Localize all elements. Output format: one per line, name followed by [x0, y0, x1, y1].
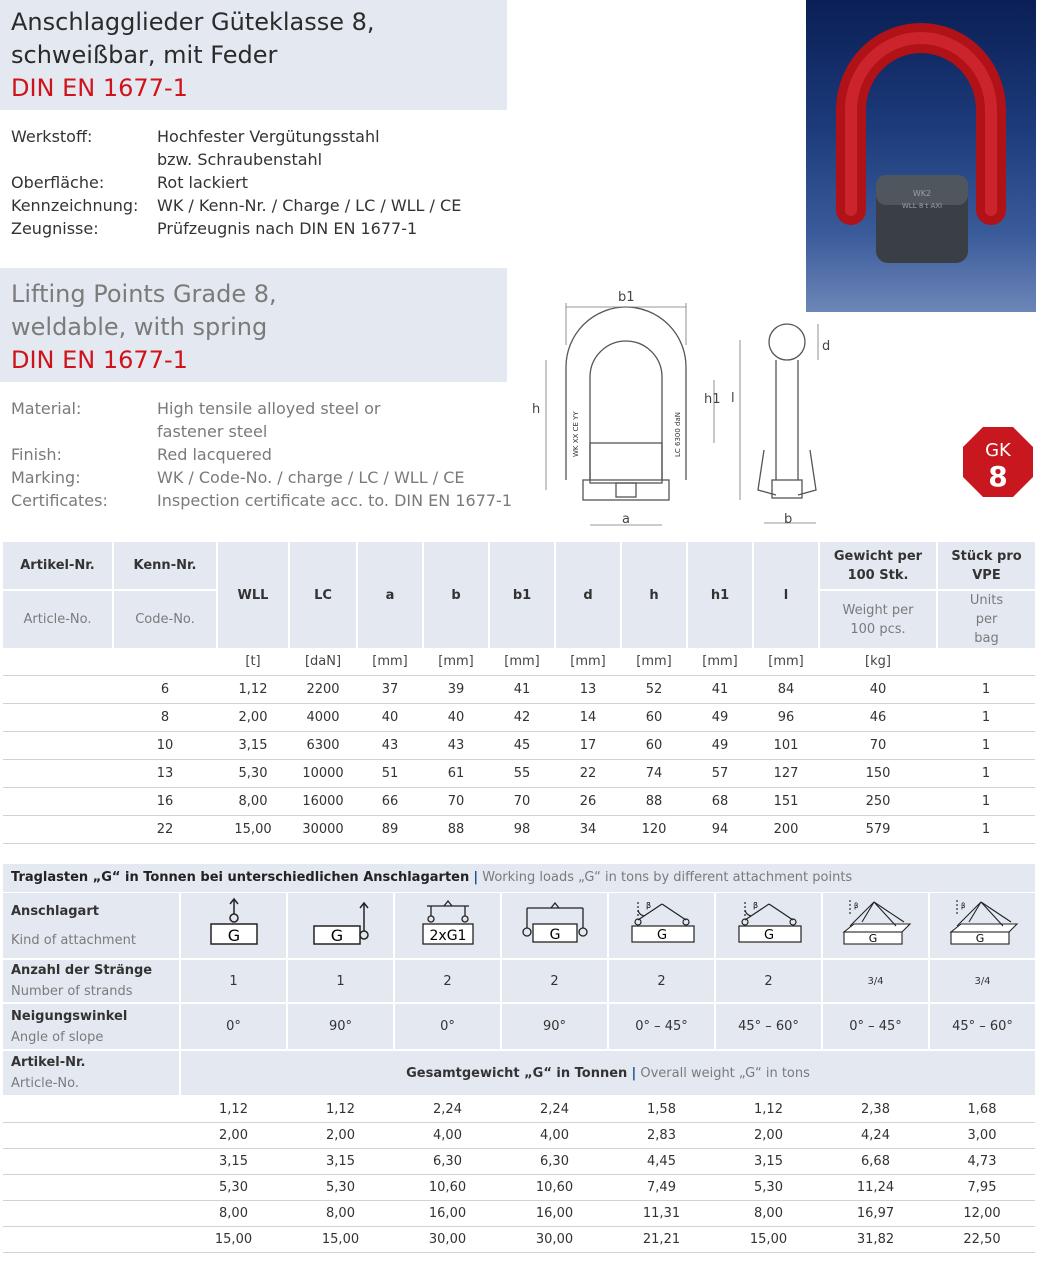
table-cell: 15,00 — [287, 1227, 394, 1253]
dim-h1: h1 — [704, 392, 721, 407]
table-cell: 49 — [687, 732, 753, 760]
table-cell: 151 — [753, 788, 819, 816]
table-cell: 22,50 — [929, 1227, 1035, 1253]
double-vertical-icon — [413, 896, 483, 952]
table-row — [3, 1123, 1035, 1149]
table-cell: 98 — [489, 816, 555, 844]
working-loads-title-de: Traglasten „G“ in Tonnen bei unterschiedlichen Anschlagarten — [11, 870, 470, 885]
engraving-left: WK XX CE YY — [572, 411, 580, 457]
table-cell: 200 — [753, 816, 819, 844]
table-cell: 45 — [489, 732, 555, 760]
table-cell: 5,30 — [180, 1175, 287, 1201]
table-cell: 94 — [687, 816, 753, 844]
slope-cell: 45° – 60° — [929, 1003, 1035, 1050]
spec-label: Kennzeichnung: — [11, 196, 139, 215]
double-side-icon — [517, 896, 593, 952]
title-separator: | — [473, 870, 479, 885]
spec-value: fastener steel — [157, 422, 268, 441]
overall-de: Gesamtgewicht „G“ in Tonnen — [406, 1065, 628, 1081]
table-cell: 34 — [555, 816, 621, 844]
title-separator: | — [631, 1065, 637, 1081]
table-cell: 5,30 — [217, 760, 289, 788]
th-wll: WLL — [217, 542, 289, 648]
th-article-de: Artikel-Nr. — [3, 542, 113, 590]
table-cell: 96 — [753, 704, 819, 732]
technical-drawing — [528, 285, 833, 535]
table-cell: 2,24 — [501, 1096, 608, 1123]
spec-de — [11, 125, 461, 240]
table-cell: 2200 — [289, 676, 357, 704]
strands-de: Anzahl der Stränge — [11, 963, 153, 978]
table-cell: 4000 — [289, 704, 357, 732]
table-cell: 7,95 — [929, 1175, 1035, 1201]
attachment-icon-3 — [394, 893, 501, 959]
spec-label: Certificates: — [11, 491, 108, 510]
attachment-icon-2 — [287, 893, 394, 959]
unit-cell: [mm] — [555, 648, 621, 676]
table-cell: 2,00 — [287, 1123, 394, 1149]
table-cell: 89 — [357, 816, 423, 844]
table-cell: 41 — [687, 676, 753, 704]
table-cell: 8,00 — [715, 1201, 822, 1227]
table-cell: 1 — [937, 676, 1035, 704]
table-cell: 4,00 — [501, 1123, 608, 1149]
icon-label: G — [763, 927, 774, 943]
table-cell: 26 — [555, 788, 621, 816]
spec-value: Rot lackiert — [157, 173, 248, 192]
table-cell: 12,00 — [929, 1201, 1035, 1227]
table-cell: 11,24 — [822, 1175, 929, 1201]
table-cell: 8,00 — [287, 1201, 394, 1227]
table-cell: 51 — [357, 760, 423, 788]
article-cell — [3, 1201, 180, 1227]
table-row — [3, 704, 1035, 732]
table-cell: 4,73 — [929, 1149, 1035, 1175]
table-cell: 16,00 — [501, 1201, 608, 1227]
table-cell: 61 — [423, 760, 489, 788]
multi-leg-icon — [943, 896, 1023, 952]
spec-value: WK / Code-No. / charge / LC / WLL / CE — [157, 468, 465, 487]
attachment-icon-5 — [608, 893, 715, 959]
table-cell: 16,97 — [822, 1201, 929, 1227]
table-cell: 6,30 — [501, 1149, 608, 1175]
table-cell: 30000 — [289, 816, 357, 844]
table-cell: 52 — [621, 676, 687, 704]
spec-en — [11, 397, 512, 512]
table-cell: 16,00 — [394, 1201, 501, 1227]
table-cell: 60 — [621, 732, 687, 760]
table-cell: 8,00 — [180, 1201, 287, 1227]
spec-value: Red lacquered — [157, 445, 272, 464]
table-cell: 6 — [113, 676, 217, 704]
dim-b: b — [784, 512, 793, 527]
table-row — [3, 732, 1035, 760]
angle-mark: β — [853, 901, 858, 910]
table-cell: 127 — [753, 760, 819, 788]
header-de — [0, 0, 507, 110]
table-cell: 2,00 — [715, 1123, 822, 1149]
strands-cell: 2 — [715, 959, 822, 1003]
working-loads-title-en: Working loads „G“ in tons by different attachment points — [482, 870, 853, 885]
working-loads-title — [3, 864, 1035, 892]
table-row — [3, 1227, 1035, 1253]
table-cell: 1,12 — [180, 1096, 287, 1123]
article-cell — [3, 1227, 180, 1253]
attachment-icon-8 — [929, 893, 1035, 959]
table-cell: 21,21 — [608, 1227, 715, 1253]
table-cell: 70 — [489, 788, 555, 816]
slope-de: Neigungswinkel — [11, 1008, 128, 1024]
table-cell: 41 — [489, 676, 555, 704]
engraving-right: LC 6300 daN — [674, 411, 682, 457]
th-weight-de: Gewicht per 100 Stk. — [819, 542, 937, 590]
th-article-en: Article-No. — [3, 590, 113, 648]
table-cell: 101 — [753, 732, 819, 760]
angle-mark: β — [960, 901, 965, 910]
table-cell: 2,00 — [217, 704, 289, 732]
table-cell: 70 — [423, 788, 489, 816]
article-cell — [3, 1149, 180, 1175]
table-cell: 68 — [687, 788, 753, 816]
product-photo — [806, 0, 1036, 312]
article-cell — [3, 676, 113, 704]
table-cell: 16 — [113, 788, 217, 816]
article-cell — [3, 816, 113, 844]
table-cell: 42 — [489, 704, 555, 732]
table-cell: 74 — [621, 760, 687, 788]
table-cell: 22 — [555, 760, 621, 788]
table-cell: 57 — [687, 760, 753, 788]
attachment-de: Anschlagart — [11, 903, 99, 919]
spec-value: WK / Kenn-Nr. / Charge / LC / WLL / CE — [157, 196, 462, 215]
table-cell: 10,60 — [501, 1175, 608, 1201]
title-en-line1: Lifting Points Grade 8, — [11, 280, 277, 308]
dim-a: a — [622, 512, 630, 527]
table-cell: 14 — [555, 704, 621, 732]
lifting-point-illustration — [806, 0, 1036, 312]
angle-mark: β — [752, 900, 758, 910]
din-de: DIN EN 1677-1 — [11, 74, 188, 102]
working-load-rows — [3, 1096, 1035, 1253]
spec-label: Werkstoff: — [11, 127, 93, 146]
title-de-line1: Anschlagglieder Güteklasse 8, — [11, 8, 375, 36]
slope-en: Angle of slope — [11, 1029, 104, 1045]
table-cell: 88 — [423, 816, 489, 844]
slope-cell: 0° — [180, 1003, 287, 1050]
table-cell: 1 — [937, 760, 1035, 788]
table-cell: 10,60 — [394, 1175, 501, 1201]
article-cell — [3, 760, 113, 788]
table-cell: 1 — [937, 732, 1035, 760]
slope-cell: 90° — [287, 1003, 394, 1050]
table-row — [3, 760, 1035, 788]
table-cell: 3,15 — [217, 732, 289, 760]
slope-label — [3, 1003, 180, 1050]
strands-en: Number of strands — [11, 984, 133, 999]
th-code-de: Kenn-Nr. — [113, 542, 217, 590]
table-cell: 2,83 — [608, 1123, 715, 1149]
table-cell: 4,45 — [608, 1149, 715, 1175]
table-cell: 579 — [819, 816, 937, 844]
table-cell: 31,82 — [822, 1227, 929, 1253]
icon-label: G — [227, 925, 240, 945]
table-cell: 1,68 — [929, 1096, 1035, 1123]
table-cell: 40 — [423, 704, 489, 732]
icon-label: G — [868, 931, 877, 945]
table-row — [3, 1149, 1035, 1175]
table-cell: 5,30 — [715, 1175, 822, 1201]
title-en-line2: weldable, with spring — [11, 313, 268, 341]
unit-cell: [mm] — [753, 648, 819, 676]
strands-cell: 2 — [501, 959, 608, 1003]
table-cell: 11,31 — [608, 1201, 715, 1227]
table-cell: 66 — [357, 788, 423, 816]
article-cell — [3, 704, 113, 732]
table-cell: 1,12 — [217, 676, 289, 704]
table-cell: 88 — [621, 788, 687, 816]
unit-cell: [daN] — [289, 648, 357, 676]
icon-label: G — [549, 926, 560, 943]
strands-label — [3, 959, 180, 1003]
th-h1: h1 — [687, 542, 753, 648]
table-cell: 30,00 — [394, 1227, 501, 1253]
slope-cell: 45° – 60° — [715, 1003, 822, 1050]
dim-l: l — [731, 391, 735, 406]
strands-cell: 2 — [394, 959, 501, 1003]
spec-value: Hochfester Vergütungsstahl — [157, 127, 380, 146]
overall-en: Overall weight „G“ in tons — [640, 1065, 810, 1081]
strands-cell: 3/4 — [822, 959, 929, 1003]
angle-mark: β — [645, 900, 651, 910]
table-cell: 6300 — [289, 732, 357, 760]
table-cell: 1 — [937, 816, 1035, 844]
table-cell: 43 — [357, 732, 423, 760]
table-cell: 15,00 — [715, 1227, 822, 1253]
article-cell — [3, 788, 113, 816]
two-leg-angle-icon — [731, 896, 807, 952]
article-label — [3, 1050, 180, 1096]
two-leg-angle-icon — [624, 896, 700, 952]
table-cell: 3,00 — [929, 1123, 1035, 1149]
table-cell: 3,15 — [715, 1149, 822, 1175]
article-cell — [3, 732, 113, 760]
article-cell — [3, 1096, 180, 1123]
icon-label: G — [975, 931, 984, 945]
table-cell: 1 — [937, 788, 1035, 816]
attachment-en: Kind of attachment — [11, 932, 136, 948]
table-cell: 15,00 — [180, 1227, 287, 1253]
th-lc: LC — [289, 542, 357, 648]
table-cell: 1,12 — [715, 1096, 822, 1123]
overall-weight-header — [180, 1050, 1035, 1096]
spec-value: High tensile alloyed steel or — [157, 399, 381, 418]
table-cell: 15,00 — [217, 816, 289, 844]
spec-label: Finish: — [11, 445, 62, 464]
dimension-rows — [3, 676, 1035, 844]
icon-label: G — [330, 925, 343, 945]
title-de-line2: schweißbar, mit Feder — [11, 41, 278, 69]
attachment-label — [3, 893, 180, 959]
table-cell: 55 — [489, 760, 555, 788]
table-cell: 4,24 — [822, 1123, 929, 1149]
article-de: Artikel-Nr. — [11, 1055, 86, 1070]
table-row — [3, 1201, 1035, 1227]
table-cell: 7,49 — [608, 1175, 715, 1201]
table-cell: 49 — [687, 704, 753, 732]
header-en — [0, 268, 507, 382]
dim-d: d — [822, 339, 831, 354]
table-cell: 10 — [113, 732, 217, 760]
th-b1: b1 — [489, 542, 555, 648]
attachment-icon-7 — [822, 893, 929, 959]
table-cell: 3,15 — [180, 1149, 287, 1175]
table-cell: 13 — [113, 760, 217, 788]
table-cell: 40 — [819, 676, 937, 704]
multi-leg-icon — [836, 896, 916, 952]
spec-label — [11, 148, 157, 171]
unit-cell: [mm] — [687, 648, 753, 676]
unit-cell: [mm] — [423, 648, 489, 676]
slope-cell: 0° – 45° — [822, 1003, 929, 1050]
table-cell: 4,00 — [394, 1123, 501, 1149]
spec-value: bzw. Schraubenstahl — [157, 150, 323, 169]
slope-cell: 0° – 45° — [608, 1003, 715, 1050]
table-cell: 8 — [113, 704, 217, 732]
slope-cell: 0° — [394, 1003, 501, 1050]
table-row — [3, 1175, 1035, 1201]
unit-cell: [t] — [217, 648, 289, 676]
icon-label: 2xG1 — [429, 927, 466, 944]
attachment-icon-4 — [501, 893, 608, 959]
table-row — [3, 1096, 1035, 1123]
working-loads-table — [3, 893, 1035, 1253]
table-cell: 250 — [819, 788, 937, 816]
spec-label: Marking: — [11, 468, 81, 487]
table-cell: 70 — [819, 732, 937, 760]
table-cell: 5,30 — [287, 1175, 394, 1201]
strands-cell: 1 — [287, 959, 394, 1003]
article-en: Article-No. — [11, 1076, 79, 1091]
attachment-icon-1 — [180, 893, 287, 959]
th-d: d — [555, 542, 621, 648]
th-l: l — [753, 542, 819, 648]
dimension-table — [3, 542, 1035, 844]
article-cell — [3, 1175, 180, 1201]
table-cell: 37 — [357, 676, 423, 704]
table-cell: 84 — [753, 676, 819, 704]
spec-value: Prüfzeugnis nach DIN EN 1677-1 — [157, 219, 418, 238]
dim-b1: b1 — [618, 290, 635, 305]
th-weight-en: Weight per 100 pcs. — [819, 590, 937, 648]
din-en: DIN EN 1677-1 — [11, 346, 188, 374]
table-cell: 1,58 — [608, 1096, 715, 1123]
unit-cell: [mm] — [357, 648, 423, 676]
unit-cell: [mm] — [621, 648, 687, 676]
gk-number: 8 — [988, 460, 1008, 493]
th-code-en: Code-No. — [113, 590, 217, 648]
table-cell: 2,00 — [180, 1123, 287, 1149]
spec-label: Material: — [11, 399, 82, 418]
spec-label: Zeugnisse: — [11, 219, 99, 238]
th-units-de: Stück pro VPE — [937, 542, 1035, 590]
side-lift-icon — [306, 896, 376, 952]
th-h: h — [621, 542, 687, 648]
unit-cell: [kg] — [819, 648, 937, 676]
spec-label: Oberfläche: — [11, 173, 105, 192]
gk-badge — [962, 426, 1034, 498]
table-cell: 40 — [357, 704, 423, 732]
table-cell: 1 — [937, 704, 1035, 732]
th-a: a — [357, 542, 423, 648]
table-cell: 43 — [423, 732, 489, 760]
table-cell: 13 — [555, 676, 621, 704]
table-cell: 22 — [113, 816, 217, 844]
gk-text: GK — [985, 440, 1011, 461]
table-row — [3, 676, 1035, 704]
table-cell: 46 — [819, 704, 937, 732]
table-cell: 39 — [423, 676, 489, 704]
dim-h: h — [532, 402, 541, 417]
article-cell — [3, 1123, 180, 1149]
slope-cell: 90° — [501, 1003, 608, 1050]
table-cell: 8,00 — [217, 788, 289, 816]
th-b: b — [423, 542, 489, 648]
table-cell: 16000 — [289, 788, 357, 816]
units-row — [3, 648, 1035, 676]
table-cell: 150 — [819, 760, 937, 788]
table-cell: 17 — [555, 732, 621, 760]
table-cell: 60 — [621, 704, 687, 732]
table-cell: 6,30 — [394, 1149, 501, 1175]
table-cell: 1,12 — [287, 1096, 394, 1123]
strands-cell: 1 — [180, 959, 287, 1003]
table-cell: 120 — [621, 816, 687, 844]
table-cell: 6,68 — [822, 1149, 929, 1175]
strands-cell: 3/4 — [929, 959, 1035, 1003]
th-units-en: Units per bag — [937, 590, 1035, 648]
attachment-icon-6 — [715, 893, 822, 959]
icon-label: G — [656, 927, 667, 943]
table-cell: 2,24 — [394, 1096, 501, 1123]
vertical-lift-icon — [199, 896, 269, 952]
strands-cell: 2 — [608, 959, 715, 1003]
table-cell: 3,15 — [287, 1149, 394, 1175]
spec-label — [11, 420, 157, 443]
table-cell: 2,38 — [822, 1096, 929, 1123]
table-cell: 10000 — [289, 760, 357, 788]
photo-marking-2: WLL 8 t AXI — [901, 202, 943, 210]
table-row — [3, 788, 1035, 816]
table-row — [3, 816, 1035, 844]
unit-cell: [mm] — [489, 648, 555, 676]
table-cell: 30,00 — [501, 1227, 608, 1253]
photo-marking-1: WK2 — [912, 189, 932, 198]
spec-value: Inspection certificate acc. to. DIN EN 1677-1 — [157, 491, 512, 510]
